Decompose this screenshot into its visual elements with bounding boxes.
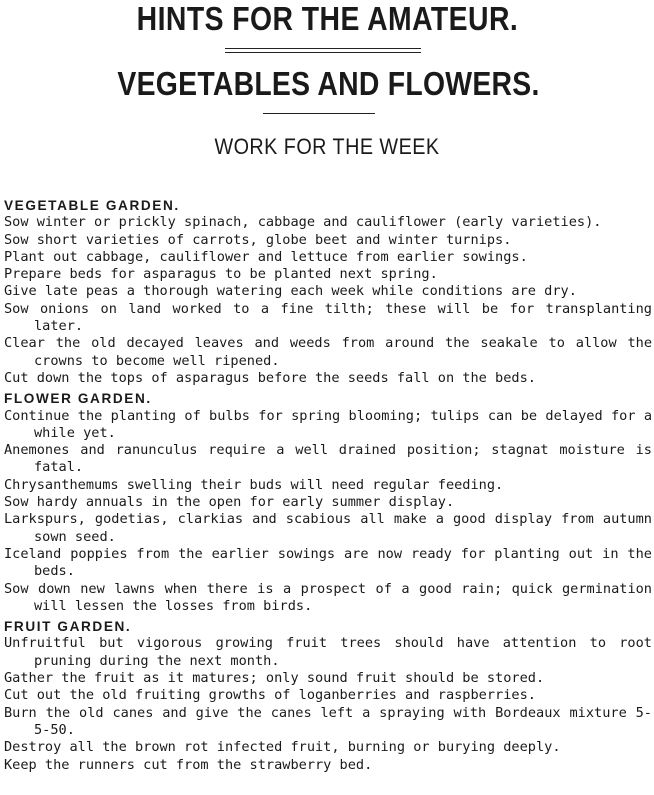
subtitle-divider — [263, 113, 375, 114]
list-item: Anemones and ranunculus require a well drained position; stagnat moisture is fatal. — [4, 442, 652, 476]
list-item: Larkspurs, godetias, clarkias and scabious all make a good display from autumn sown seed. — [4, 511, 652, 545]
section-heading-vegetable: VEGETABLE GARDEN. — [4, 198, 180, 213]
list-item: Prepare beds for asparagus to be planted next spring. — [4, 266, 438, 283]
page-subtitle: VEGETABLES AND FLOWERS. — [117, 65, 540, 102]
section-heading-flower: FLOWER GARDEN. — [4, 391, 152, 407]
list-item: Sow short varieties of carrots, globe beet and winter turnips. — [4, 231, 512, 248]
list-item: Sow down new lawns when there is a prospect of a good rain; quick germination will lessen the losses from birds. — [4, 580, 652, 614]
list-item: Iceland poppies from the earlier sowings are now ready for planting out in the beds. — [4, 545, 652, 580]
section-kicker: WORK FOR THE WEEK — [214, 134, 440, 159]
list-item: Sow hardy annuals in the open for early summer display. — [4, 494, 455, 511]
list-item: Sow onions on land worked to a fine tilth; these will be for transplanting later. — [4, 300, 652, 335]
list-item: Keep the runners cut from the strawberry bed. — [4, 756, 373, 773]
section-heading-fruit: FRUIT GARDEN. — [4, 619, 132, 635]
list-item: Plant out cabbage, cauliflower and lettuce from earlier sowings. — [4, 248, 528, 265]
list-item: Burn the old canes and give the canes left a spraying with Bordeaux mixture 5-5-50. — [4, 704, 652, 738]
list-item: Chrysanthemums swelling their buds will need regular feeding. — [4, 476, 504, 493]
list-item: Continue the planting of bulbs for spring blooming; tulips can be delayed for a while yet. — [4, 407, 652, 441]
article-body — [4, 197, 652, 774]
list-item: Gather the fruit as it matures; only sound fruit should be stored. — [4, 670, 545, 687]
title-divider — [225, 48, 421, 53]
list-item: Cut out the old fruiting growths of loganberries and raspberries. — [4, 687, 536, 704]
page-title: HINTS FOR THE AMATEUR. — [136, 0, 519, 37]
list-item: Destroy all the brown rot infected fruit, burning or burying deeply. — [4, 739, 561, 756]
list-item: Clear the old decayed leaves and weeds from around the seakale to allow the crowns to become well ripened. — [4, 335, 652, 369]
list-item: Give late peas a thorough watering each week while conditions are dry. — [4, 283, 577, 300]
list-item: Cut down the tops of asparagus before the seeds fall on the beds. — [4, 369, 536, 386]
list-item: Sow winter or prickly spinach, cabbage and cauliflower (early varieties). — [4, 214, 602, 231]
list-item: Unfruitful but vigorous growing fruit trees should have attention to root pruning during the next month. — [4, 635, 652, 669]
